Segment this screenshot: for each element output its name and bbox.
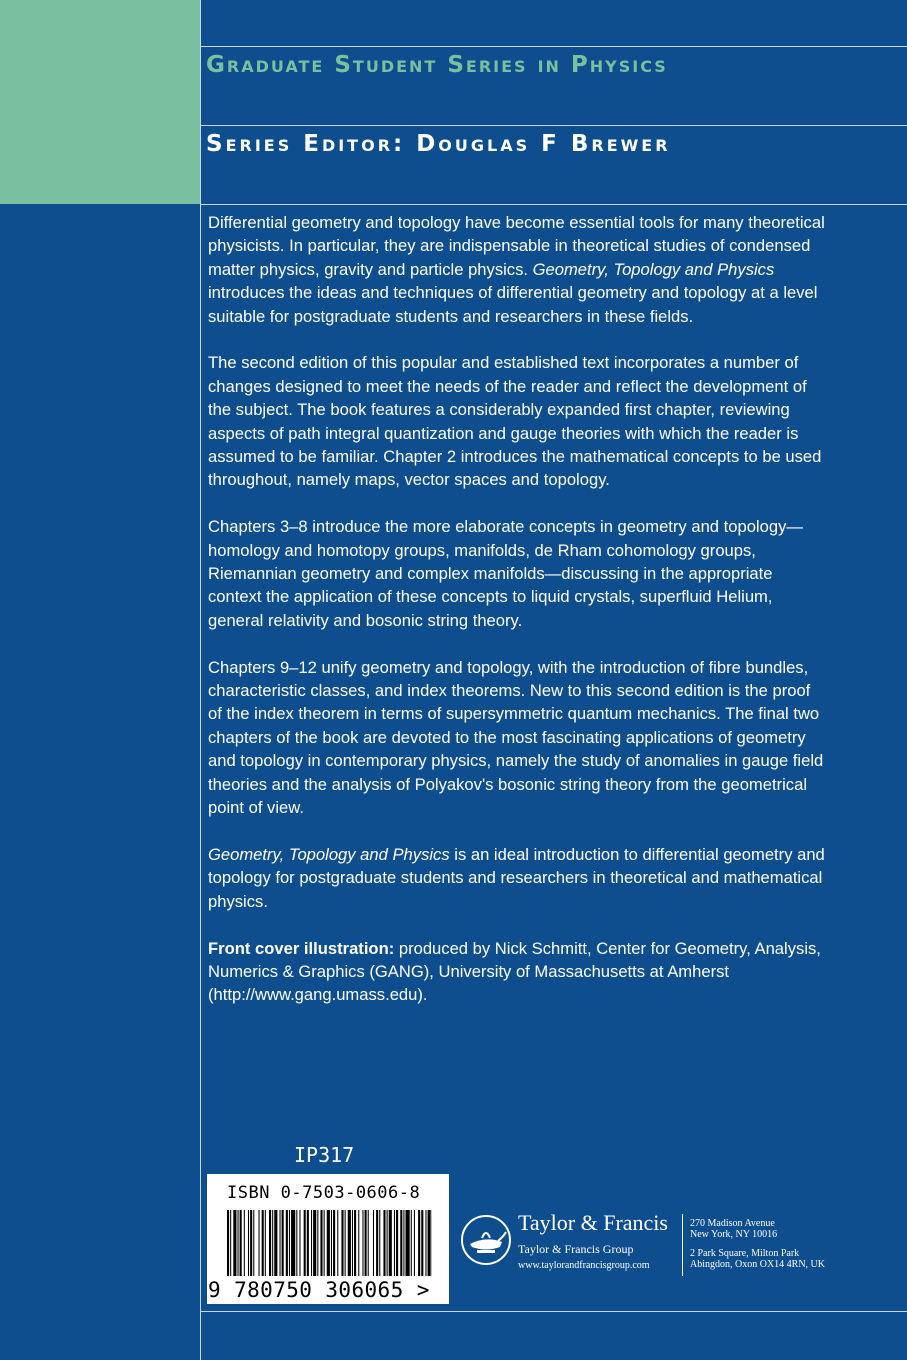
barcode-bar (345, 1210, 346, 1276)
barcode-bar (259, 1210, 260, 1276)
blurb-paragraph-4: Chapters 9–12 unify geometry and topology, with the introduction of fibre bundles, characteristic classes, and index theorems. New to this second edition is the proof of the index theorem in terms of supersymmetric quantum mechanics. The final two chapters of the book are devoted to the most fascinating applications of geometry and topology in contemporary physics, namely the study of anomalies in gauge field theories and the analysis of Polyakov's bosonic string theory from the geometrical point of view. (208, 657, 824, 818)
barcode-bar (286, 1210, 288, 1276)
publisher-group: Taylor & Francis Group (518, 1242, 634, 1256)
barcode-bar (376, 1210, 378, 1276)
isbn-number: ISBN 0-7503-0606-8 (227, 1183, 421, 1203)
blurb-paragraph-5: Geometry, Topology and Physics is an ideal introduction to differential geometry and topology for postgraduate students and researchers in theoretical and mathematical physics. (208, 844, 825, 911)
barcode-bar (317, 1210, 318, 1276)
barcode-bar (341, 1210, 343, 1276)
barcode-bar (365, 1210, 367, 1276)
barcode-bar (324, 1210, 325, 1276)
cover-credit: Front cover illustration: produced by Nick Schmitt, Center for Geometry, Analysis, Numerics & Graphics (GANG), University of Massachusetts at Amherst (http://www.gang.umass.edu). (208, 938, 821, 1005)
barcode-bar (272, 1210, 273, 1276)
barcode-bar (282, 1210, 284, 1276)
barcode-bar (406, 1210, 410, 1276)
barcode-bar (274, 1210, 277, 1276)
barcode-bar (299, 1210, 300, 1276)
isbn-barcode (207, 1174, 449, 1304)
publisher-divider (682, 1214, 683, 1276)
barcode-bar (307, 1210, 309, 1276)
barcode-bar (348, 1210, 351, 1276)
barcode-bars (227, 1210, 432, 1276)
barcode-bar (331, 1210, 332, 1276)
back-cover-blurb (208, 211, 828, 1030)
barcode-bar (425, 1210, 426, 1276)
cover-credit-label: Front cover illustration: (208, 938, 395, 958)
barcode-bar (291, 1210, 295, 1276)
publisher-name: Taylor & Francis (518, 1210, 668, 1235)
barcode-bar (400, 1210, 402, 1276)
barcode-bar (238, 1210, 239, 1276)
barcode-bar (269, 1210, 271, 1276)
series-editor: Series Editor: Douglas F Brewer (206, 131, 671, 157)
barcode-bar (373, 1210, 374, 1276)
barcode-bar (320, 1210, 322, 1276)
publisher-url: www.taylorandfrancisgroup.com (518, 1260, 650, 1271)
blurb-paragraph-1: Differential geometry and topology have become essential tools for many theoretical physicists. In particular, they are indispensable in theoretical studies of condensed matter physics, gravity and particle physics. Geometry, Topology and Physics introduces the ideas and techniques of differential geometry and topology at a level suitable for postgraduate students and researchers in these fields. (208, 213, 825, 326)
barcode-bar (327, 1210, 330, 1276)
barcode-bar (262, 1210, 264, 1276)
barcode-bar (411, 1210, 412, 1276)
book-title-ref: Geometry, Topology and Physics (208, 844, 450, 864)
barcode-bar (387, 1210, 388, 1276)
barcode-bar (248, 1210, 249, 1276)
rule-header-bottom (200, 204, 907, 205)
left-band (0, 0, 200, 1360)
barcode-bar (421, 1210, 423, 1276)
barcode-digits: 9 780750 306065 > (208, 1278, 430, 1302)
barcode-bar (354, 1210, 356, 1276)
barcode-bar (358, 1210, 359, 1276)
teal-accent-block (0, 0, 200, 204)
barcode-bar (418, 1210, 420, 1276)
barcode-bar (311, 1210, 312, 1276)
barcode-bar (233, 1210, 236, 1276)
publisher-lamp-icon (460, 1214, 512, 1266)
barcode-bar (230, 1210, 231, 1276)
barcode-bar (428, 1210, 431, 1276)
publisher-address: 270 Madison Avenue New York, NY 10016 2 Park Square, Milton Park Abingdon, Oxon OX14 4RN, UK (690, 1218, 825, 1270)
barcode-bar (333, 1210, 335, 1276)
barcode-bar (414, 1210, 415, 1276)
barcode-bar (240, 1210, 242, 1276)
book-title-ref: Geometry, Topology and Physics (532, 259, 775, 279)
barcode-bar (403, 1210, 404, 1276)
barcode-bar (280, 1210, 281, 1276)
barcode-bar (394, 1210, 395, 1276)
publisher-block (460, 1210, 900, 1280)
barcode-bar (289, 1210, 290, 1276)
barcode-bar (389, 1210, 392, 1276)
barcode-bar (227, 1210, 229, 1276)
barcode-bar (253, 1210, 254, 1276)
barcode-bar (304, 1210, 306, 1276)
barcode-bar (379, 1210, 380, 1276)
barcode-bar (265, 1210, 266, 1276)
blurb-paragraph-3: Chapters 3–8 introduce the more elaborate concepts in geometry and topology—homology and homotopy groups, manifolds, de Rham cohomology groups, Riemannian geometry and complex manifolds—discussing in the appropriate context the application of these concepts to liquid crystals, superfluid Helium, general relativity and bosonic string theory. (208, 517, 803, 630)
rule-bottom (200, 1311, 907, 1312)
rule-mid (200, 125, 907, 126)
catalog-code: IP317 (294, 1143, 355, 1167)
barcode-bar (396, 1210, 398, 1276)
barcode-bar (362, 1210, 363, 1276)
barcode-bar (337, 1210, 338, 1276)
barcode-bar (244, 1210, 245, 1276)
series-title: Graduate Student Series in Physics (206, 52, 668, 78)
rule-top (200, 46, 907, 47)
barcode-bar (250, 1210, 252, 1276)
barcode-bar (313, 1210, 316, 1276)
barcode-bar (296, 1210, 297, 1276)
barcode-bar (383, 1210, 385, 1276)
blurb-paragraph-2: The second edition of this popular and established text incorporates a number of changes designed to meet the needs of the reader and reflect the development of the subject. The book features a considerably expanded first chapter, reviewing aspects of path integral quantization and gauge theories with which the reader is assumed to be familiar. Chapter 2 introduces the mathematical concepts to be used throughout, namely maps, vector spaces and topology. (208, 353, 822, 490)
barcode-bar (368, 1210, 369, 1276)
barcode-bar (352, 1210, 353, 1276)
